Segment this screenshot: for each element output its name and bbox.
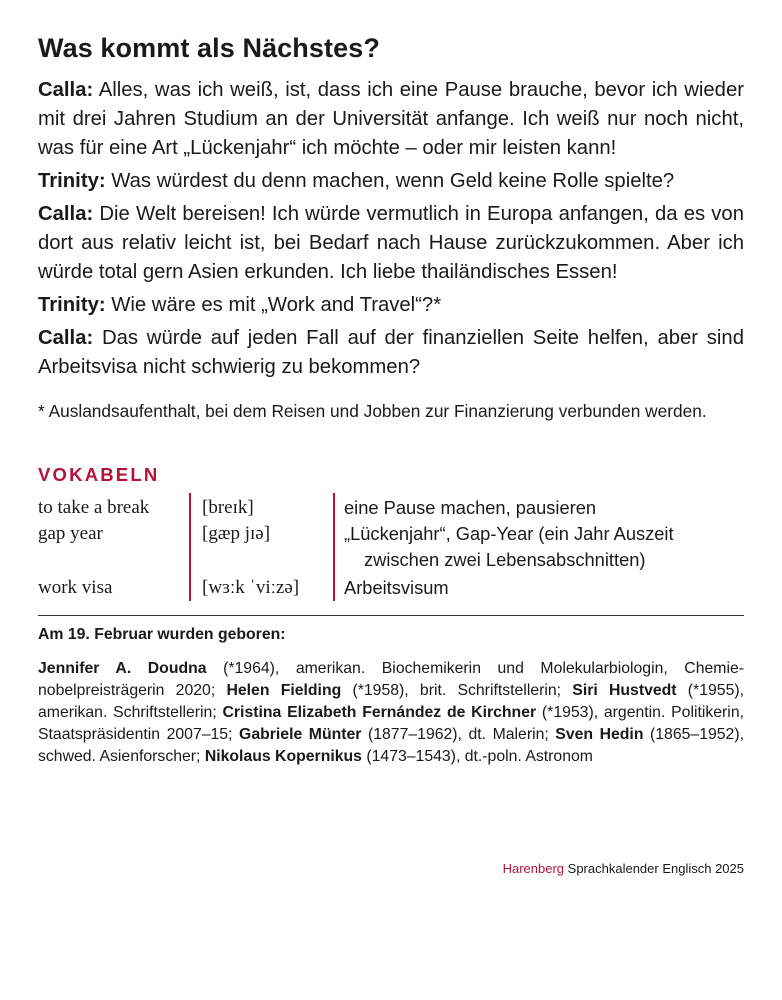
calendar-page [38, 28, 744, 768]
speaker-name: Calla: [38, 327, 94, 349]
person-info: (1865–1952), schwed. Asienforscher; [38, 726, 744, 765]
person-info: (1473–1543), dt.-poln. Astronom [361, 748, 593, 765]
vocab-ipa: [breɪk] [202, 497, 254, 518]
person-info: (*1958), brit. Schriftstellerin; [341, 682, 573, 699]
vocab-ipa: [gæp jɪə] [202, 523, 271, 544]
person-info: (*1953), argentin. Politikerin, Staatspräsidentin 2007–15; [38, 704, 744, 743]
publisher-title: Sprachkalender Englisch 2025 [564, 861, 744, 876]
birthdays-heading: Am 19. Februar wurden geboren: [38, 626, 286, 643]
person-info: (*1955), amerikan. Schriftstellerin; [38, 682, 745, 721]
person-info: (*1964), amerikan. Biochemikerin und Molekularbiologin, Chemienobelpreisträgerin 2020; [38, 660, 745, 699]
vocab-row [38, 495, 744, 521]
publisher-footer [503, 860, 744, 878]
person-name: Siri Hustvedt [572, 682, 677, 699]
dialogue [38, 76, 744, 382]
person-info: (1877–1962), dt. Malerin; [361, 726, 556, 743]
birthdays-list [38, 658, 744, 768]
dialogue-turn [38, 76, 744, 163]
speech-text: Alles, was ich weiß, ist, dass ich eine Pause brauche, bevor ich wieder mit drei Jahren Studium an der Universität anfange. Ich weiß nur noch nicht, was für eine Art „Lückenjahr“ ich möchte – oder mir leisten kann! [38, 79, 744, 159]
vocab-german [344, 495, 744, 521]
vocab-german [344, 521, 744, 573]
vocab-heading: VOKABELN [38, 464, 160, 485]
vocab-ipa: [wɜːk ˈviːzə] [202, 577, 300, 598]
vocab-row [38, 521, 744, 573]
vocab-english: gap year [38, 523, 103, 544]
vocab-english: to take a break [38, 497, 150, 518]
dialogue-turn [38, 200, 744, 287]
vocab-row [38, 575, 744, 601]
person-name: Helen Fielding [226, 682, 342, 699]
person-name: Jennifer A. Doudna [38, 660, 207, 677]
speaker-name: Trinity: [38, 170, 106, 192]
dialogue-turn [38, 291, 744, 320]
speaker-name: Calla: [38, 79, 94, 101]
vocab-german [344, 575, 744, 601]
vocab-german-text: „Lückenjahr“, Gap-Year (ein Jahr Auszeit [344, 523, 674, 544]
speech-text: Die Welt bereisen! Ich würde vermutlich in Europa anfangen, da es von dort aus relativ leicht ist, bei Bedarf nach Hause zurückzukommen. Aber ich würde total gern Asien erkunden. Ich liebe thailändisches Essen! [38, 203, 744, 283]
speaker-name: Trinity: [38, 294, 106, 316]
vocab-english: work visa [38, 577, 113, 598]
page-title: Was kommt als Nächstes? [38, 33, 380, 63]
dialogue-turn [38, 167, 744, 196]
person-name: Cristina Elizabeth Fernández de Kirchner [222, 704, 537, 721]
person-name: Sven Hedin [555, 726, 644, 743]
speech-text: Was würdest du denn machen, wenn Geld keine Rolle spielte? [105, 170, 675, 192]
dialogue-turn [38, 324, 744, 382]
vocab-german-text: eine Pause machen, pausieren [344, 497, 597, 518]
person-name: Gabriele Münter [239, 726, 362, 743]
speech-text: Wie wäre es mit „Work and Travel“?* [105, 294, 442, 316]
section-divider [38, 615, 744, 616]
vocab-german-continuation: zwischen zwei Lebensabschnitten) [364, 549, 646, 570]
publisher-brand: Harenberg [502, 861, 565, 876]
vocab-german-text: Arbeitsvisum [344, 577, 449, 598]
speech-text: Das würde auf jeden Fall auf der finanziellen Seite helfen, aber sind Arbeitsvisa nicht schwierig zu bekommen? [38, 327, 744, 378]
person-name: Nikolaus Kopernikus [204, 748, 362, 765]
footnote: * Auslandsaufenthalt, bei dem Reisen und Jobben zur Finanzierung verbunden werden. [38, 401, 707, 421]
speaker-name: Calla: [38, 203, 94, 225]
vocab-table [38, 495, 744, 603]
